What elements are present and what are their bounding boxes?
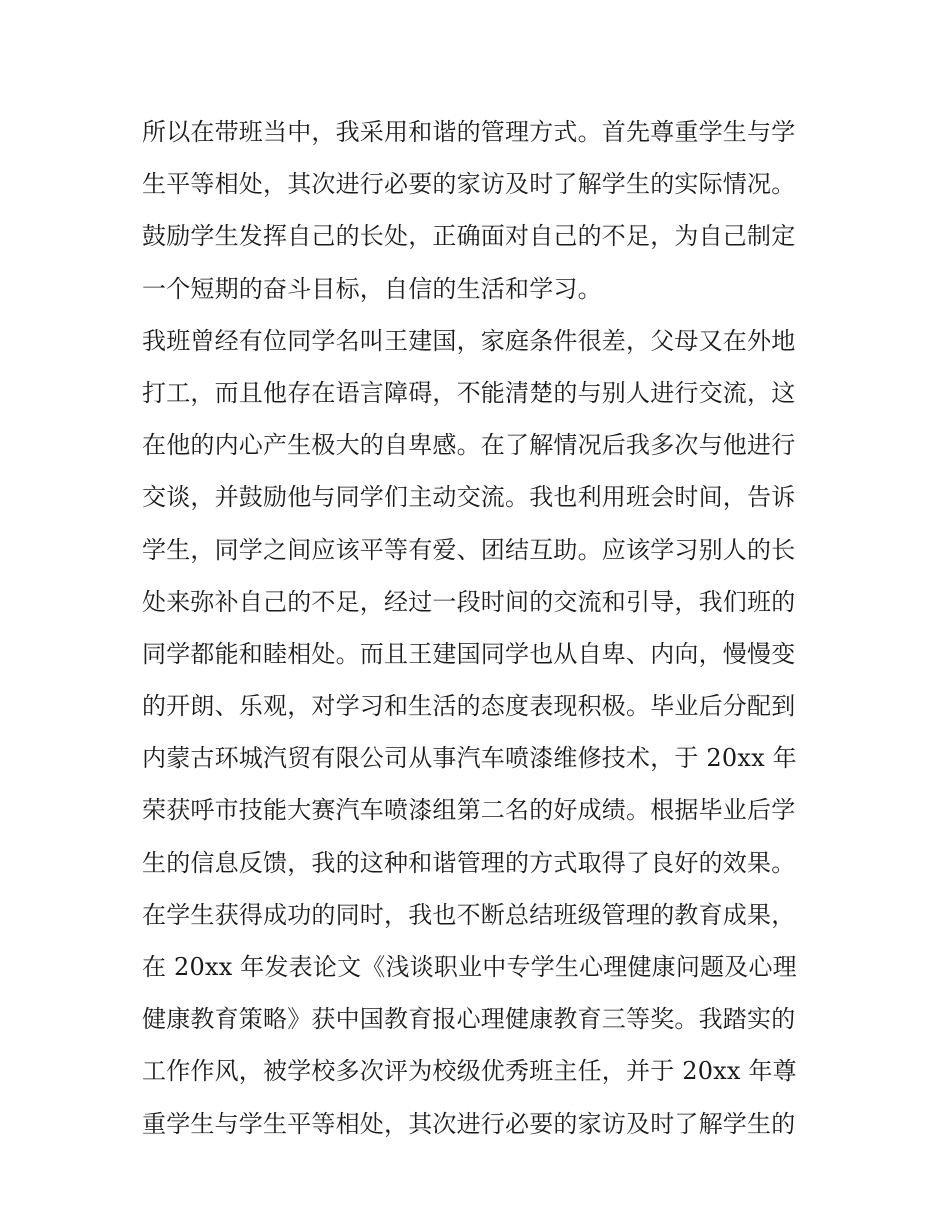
text-line: 同学都能和睦相处。而且王建国同学也从自卑、内向，慢慢变 [142, 639, 796, 668]
text-line: 在学生获得成功的同时，我也不断总结班级管理的教育成果， [142, 900, 796, 929]
text-line: 工作作风，被学校多次评为校级优秀班主任，并于 20xx 年尊 [142, 1057, 797, 1086]
text-line: 生平等相处，其次进行必要的家访及时了解学生的实际情况。 [142, 170, 796, 199]
text-line: 荣获呼市技能大赛汽车喷漆组第二名的好成绩。根据毕业后学 [142, 796, 796, 825]
text-line: 鼓励学生发挥自己的长处，正确面对自己的不足，为自己制定 [142, 222, 796, 251]
text-line: 一个短期的奋斗目标，自信的生活和学习。 [142, 274, 602, 303]
text-line: 我班曾经有位同学名叫王建国，家庭条件很差，父母又在外地 [142, 326, 796, 355]
text-line: 在 20xx 年发表论文《浅谈职业中专学生心理健康问题及心理 [142, 953, 797, 981]
text-line: 重学生与学生平等相处，其次进行必要的家访及时了解学生的 [142, 1109, 796, 1138]
text-line: 处来弥补自己的不足，经过一段时间的交流和引导，我们班的 [142, 587, 796, 616]
text-line: 学生，同学之间应该平等有爱、团结互助。应该学习别人的长 [142, 535, 796, 564]
text-line: 所以在带班当中，我采用和谐的管理方式。首先尊重学生与学 [142, 118, 796, 146]
text-line: 的开朗、乐观，对学习和生活的态度表现积极。毕业后分配到 [142, 692, 796, 721]
text-line: 生的信息反馈，我的这种和谐管理的方式取得了良好的效果。 [142, 848, 796, 877]
text-line: 健康教育策略》获中国教育报心理健康教育三等奖。我踏实的 [142, 1005, 796, 1034]
text-line: 交谈，并鼓励他与同学们主动交流。我也利用班会时间，告诉 [142, 483, 796, 512]
text-line: 内蒙古环城汽贸有限公司从事汽车喷漆维修技术，于 20xx 年 [142, 744, 797, 773]
text-line: 在他的内心产生极大的自卑感。在了解情况后我多次与他进行 [142, 431, 796, 460]
body-text [142, 106, 822, 1150]
text-line: 打工，而且他存在语言障碍，不能清楚的与别人进行交流，这 [142, 378, 796, 407]
